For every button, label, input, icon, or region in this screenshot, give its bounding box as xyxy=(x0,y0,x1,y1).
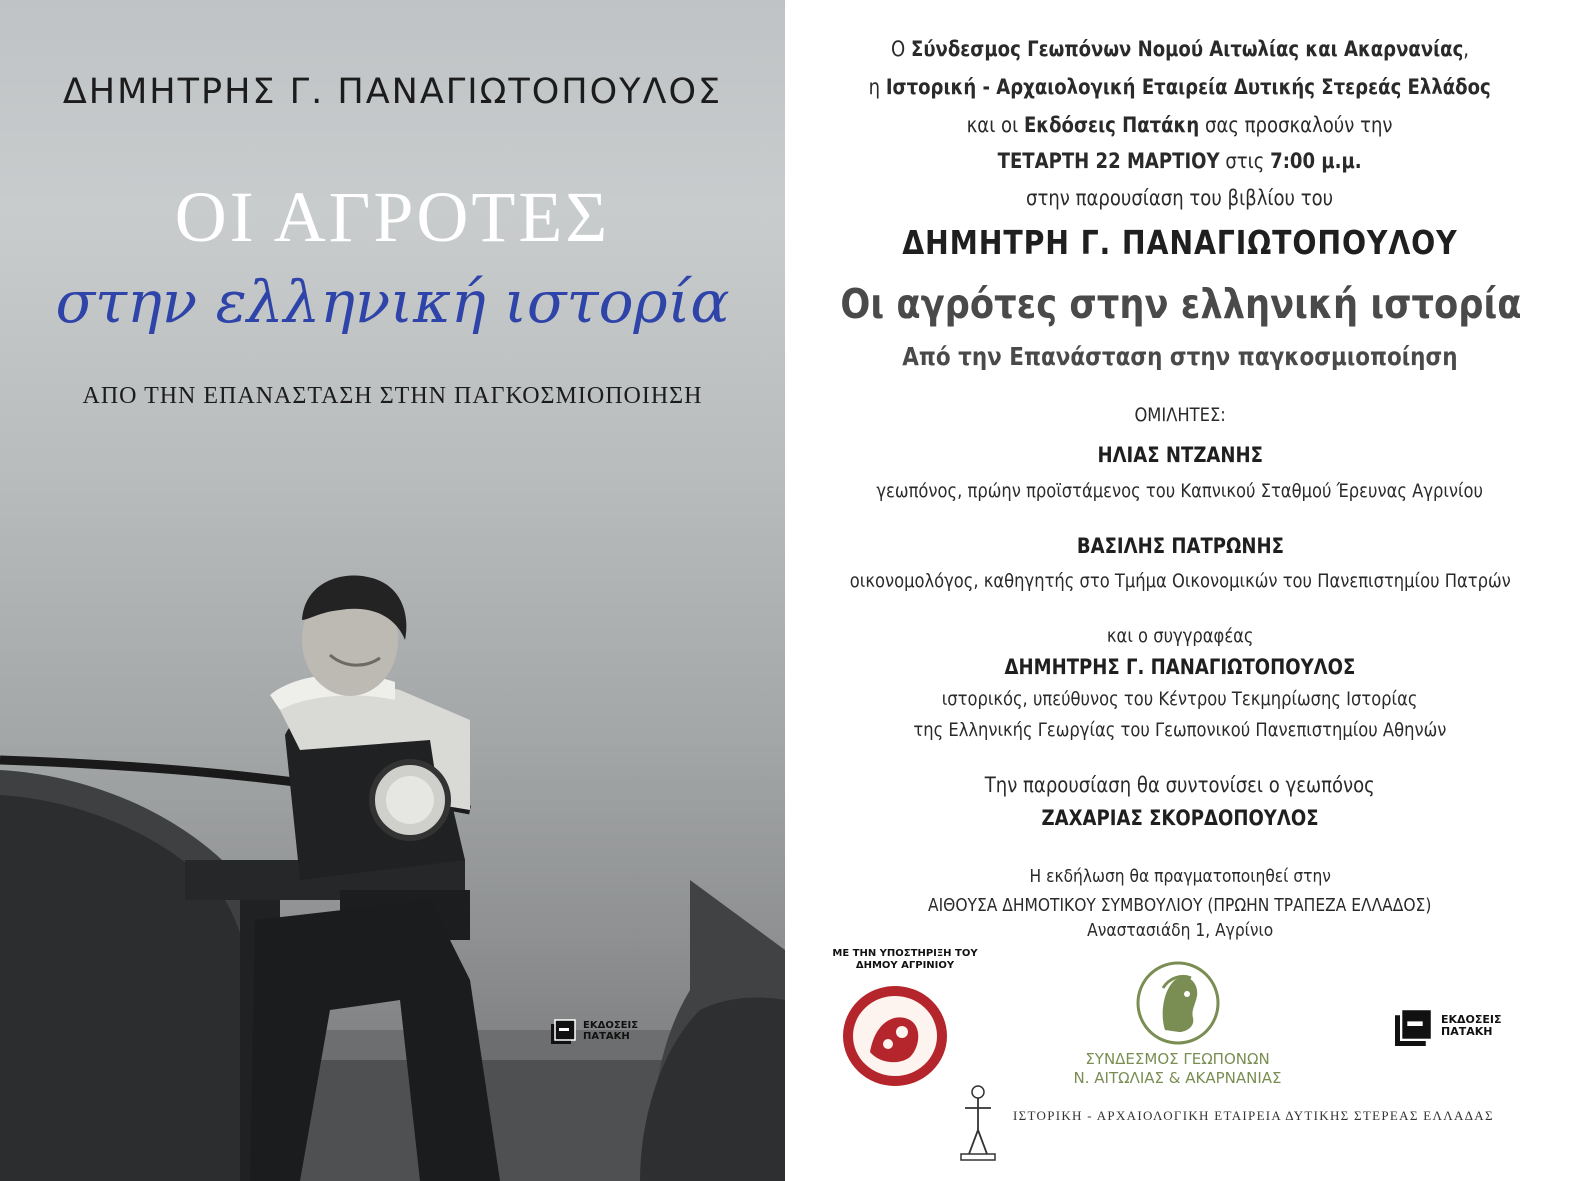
geoponoi-association-name: ΣΥΝΔΕΣΜΟΣ ΓΕΩΠΟΝΩΝ Ν. ΑΙΤΩΛΙΑΣ & ΑΚΑΡΝΑΝΙΑΣ xyxy=(1073,1050,1282,1087)
author-heading: ΔΗΜΗΤΡΗ Γ. ΠΑΝΑΓΙΩΤΟΠΟΥΛΟΥ xyxy=(902,223,1458,262)
cover-title: ΟΙ ΑΓΡΟΤΕΣ xyxy=(174,177,611,257)
publisher-icon xyxy=(551,1018,577,1044)
speaker-2-description: οικονομολόγος, καθηγητής στο Τμήμα Οικονομικών του Πανεπιστημίου Πατρών xyxy=(849,570,1511,592)
moderator-intro: Την παρουσίαση θα συντονίσει ο γεωπόνος xyxy=(984,773,1376,797)
publisher-icon xyxy=(1395,1006,1435,1046)
venue-intro: Η εκδήλωση θα πραγματοποιηθεί στην xyxy=(1029,866,1331,887)
venue-name: ΑΙΘΟΥΣΑ ΔΗΜΟΤΙΚΟΥ ΣΥΜΒΟΥΛΙΟΥ (ΠΡΩΗΝ ΤΡΑΠΕΖΑ ΕΛΛΑΔΟΣ) xyxy=(928,895,1432,916)
invitation-publisher-logo: ΕΚΔΟΣΕΙΣ ΠΑΤΑΚΗ xyxy=(1395,1006,1502,1046)
speaker-2-name: ΒΑΣΙΛΗΣ ΠΑΤΡΩΝΗΣ xyxy=(1076,534,1284,558)
author-description-1: ιστορικός, υπεύθυνος του Κέντρου Τεκμηρίωσης Ιστορίας xyxy=(942,688,1418,710)
farmer-on-tractor-photo xyxy=(0,560,785,1181)
support-note: ΜΕ ΤΗΝ ΥΠΟΣΤΗΡΙΞΗ ΤΟΥ ΔΗΜΟΥ ΑΓΡΙΝΙΟΥ xyxy=(832,948,978,971)
cover-publisher-logo xyxy=(551,1018,638,1044)
cover-author: ΔΗΜΗΤΡΗΣ Γ. ΠΑΝΑΓΙΩΤΟΠΟΥΛΟΣ xyxy=(62,72,723,112)
municipality-seal-logo xyxy=(840,982,950,1090)
geoponoi-association-logo xyxy=(1135,960,1221,1046)
host-line-3: και οι Εκδόσεις Πατάκη σας προσκαλούν την xyxy=(967,113,1393,137)
cover-title-italic: στην ελληνική ιστορία xyxy=(55,268,730,336)
invitation-panel xyxy=(785,0,1575,1181)
book-subtitle: Από την Επανάσταση στην παγκοσμιοποίηση xyxy=(902,342,1458,371)
publisher-line-2: ΠΑΤΑΚΗ xyxy=(583,1031,630,1042)
speakers-label: ΟΜΙΛΗΤΕΣ: xyxy=(1134,404,1226,426)
presentation-intro: στην παρουσίαση του βιβλίου του xyxy=(1026,186,1334,210)
author-intro: και ο συγγραφέας xyxy=(1106,625,1254,647)
event-date: ΤΕΤΑΡΤΗ 22 ΜΑΡΤΙΟΥ στις 7:00 μ.μ. xyxy=(997,149,1362,173)
historical-society-statue-icon xyxy=(953,1082,1003,1162)
host-line-2: η Ιστορική - Αρχαιολογική Εταιρεία Δυτικής Στερεάς Ελλάδος xyxy=(868,75,1492,99)
cover-subtitle: ΑΠΟ ΤΗΝ ΕΠΑΝΑΣΤΑΣΗ ΣΤΗΝ ΠΑΓΚΟΣΜΙΟΠΟΙΗΣΗ xyxy=(82,383,703,409)
book-cover xyxy=(0,0,785,1181)
historical-society-name: ΙΣΤΟΡΙΚΗ - ΑΡΧΑΙΟΛΟΓΙΚΗ ΕΤΑΙΡΕΙΑ ΔΥΤΙΚΗΣ ΣΤΕΡΕΑΣ ΕΛΛΑΔΑΣ xyxy=(1013,1108,1494,1123)
host-line-1: Ο Σύνδεσμος Γεωπόνων Νομού Αιτωλίας και Ακαρνανίας, xyxy=(890,37,1469,61)
speaker-1-description: γεωπόνος, πρώην προϊστάμενος του Καπνικού Σταθμού Έρευνας Αγρινίου xyxy=(876,480,1484,502)
author-description-2: της Ελληνικής Γεωργίας του Γεωπονικού Πανεπιστημίου Αθηνών xyxy=(913,719,1447,741)
speaker-1-name: ΗΛΙΑΣ ΝΤΖΑΝΗΣ xyxy=(1097,443,1263,467)
moderator-name: ΖΑΧΑΡΙΑΣ ΣΚΟΡΔΟΠΟΥΛΟΣ xyxy=(1041,806,1319,830)
author-name: ΔΗΜΗΤΡΗΣ Γ. ΠΑΝΑΓΙΩΤΟΠΟΥΛΟΣ xyxy=(1004,655,1356,679)
venue-address: Αναστασιάδη 1, Αγρίνιο xyxy=(1086,920,1274,941)
book-title: Οι αγρότες στην ελληνική ιστορία xyxy=(840,280,1522,328)
publisher-line-1: ΕΚΔΟΣΕΙΣ xyxy=(583,1020,639,1031)
